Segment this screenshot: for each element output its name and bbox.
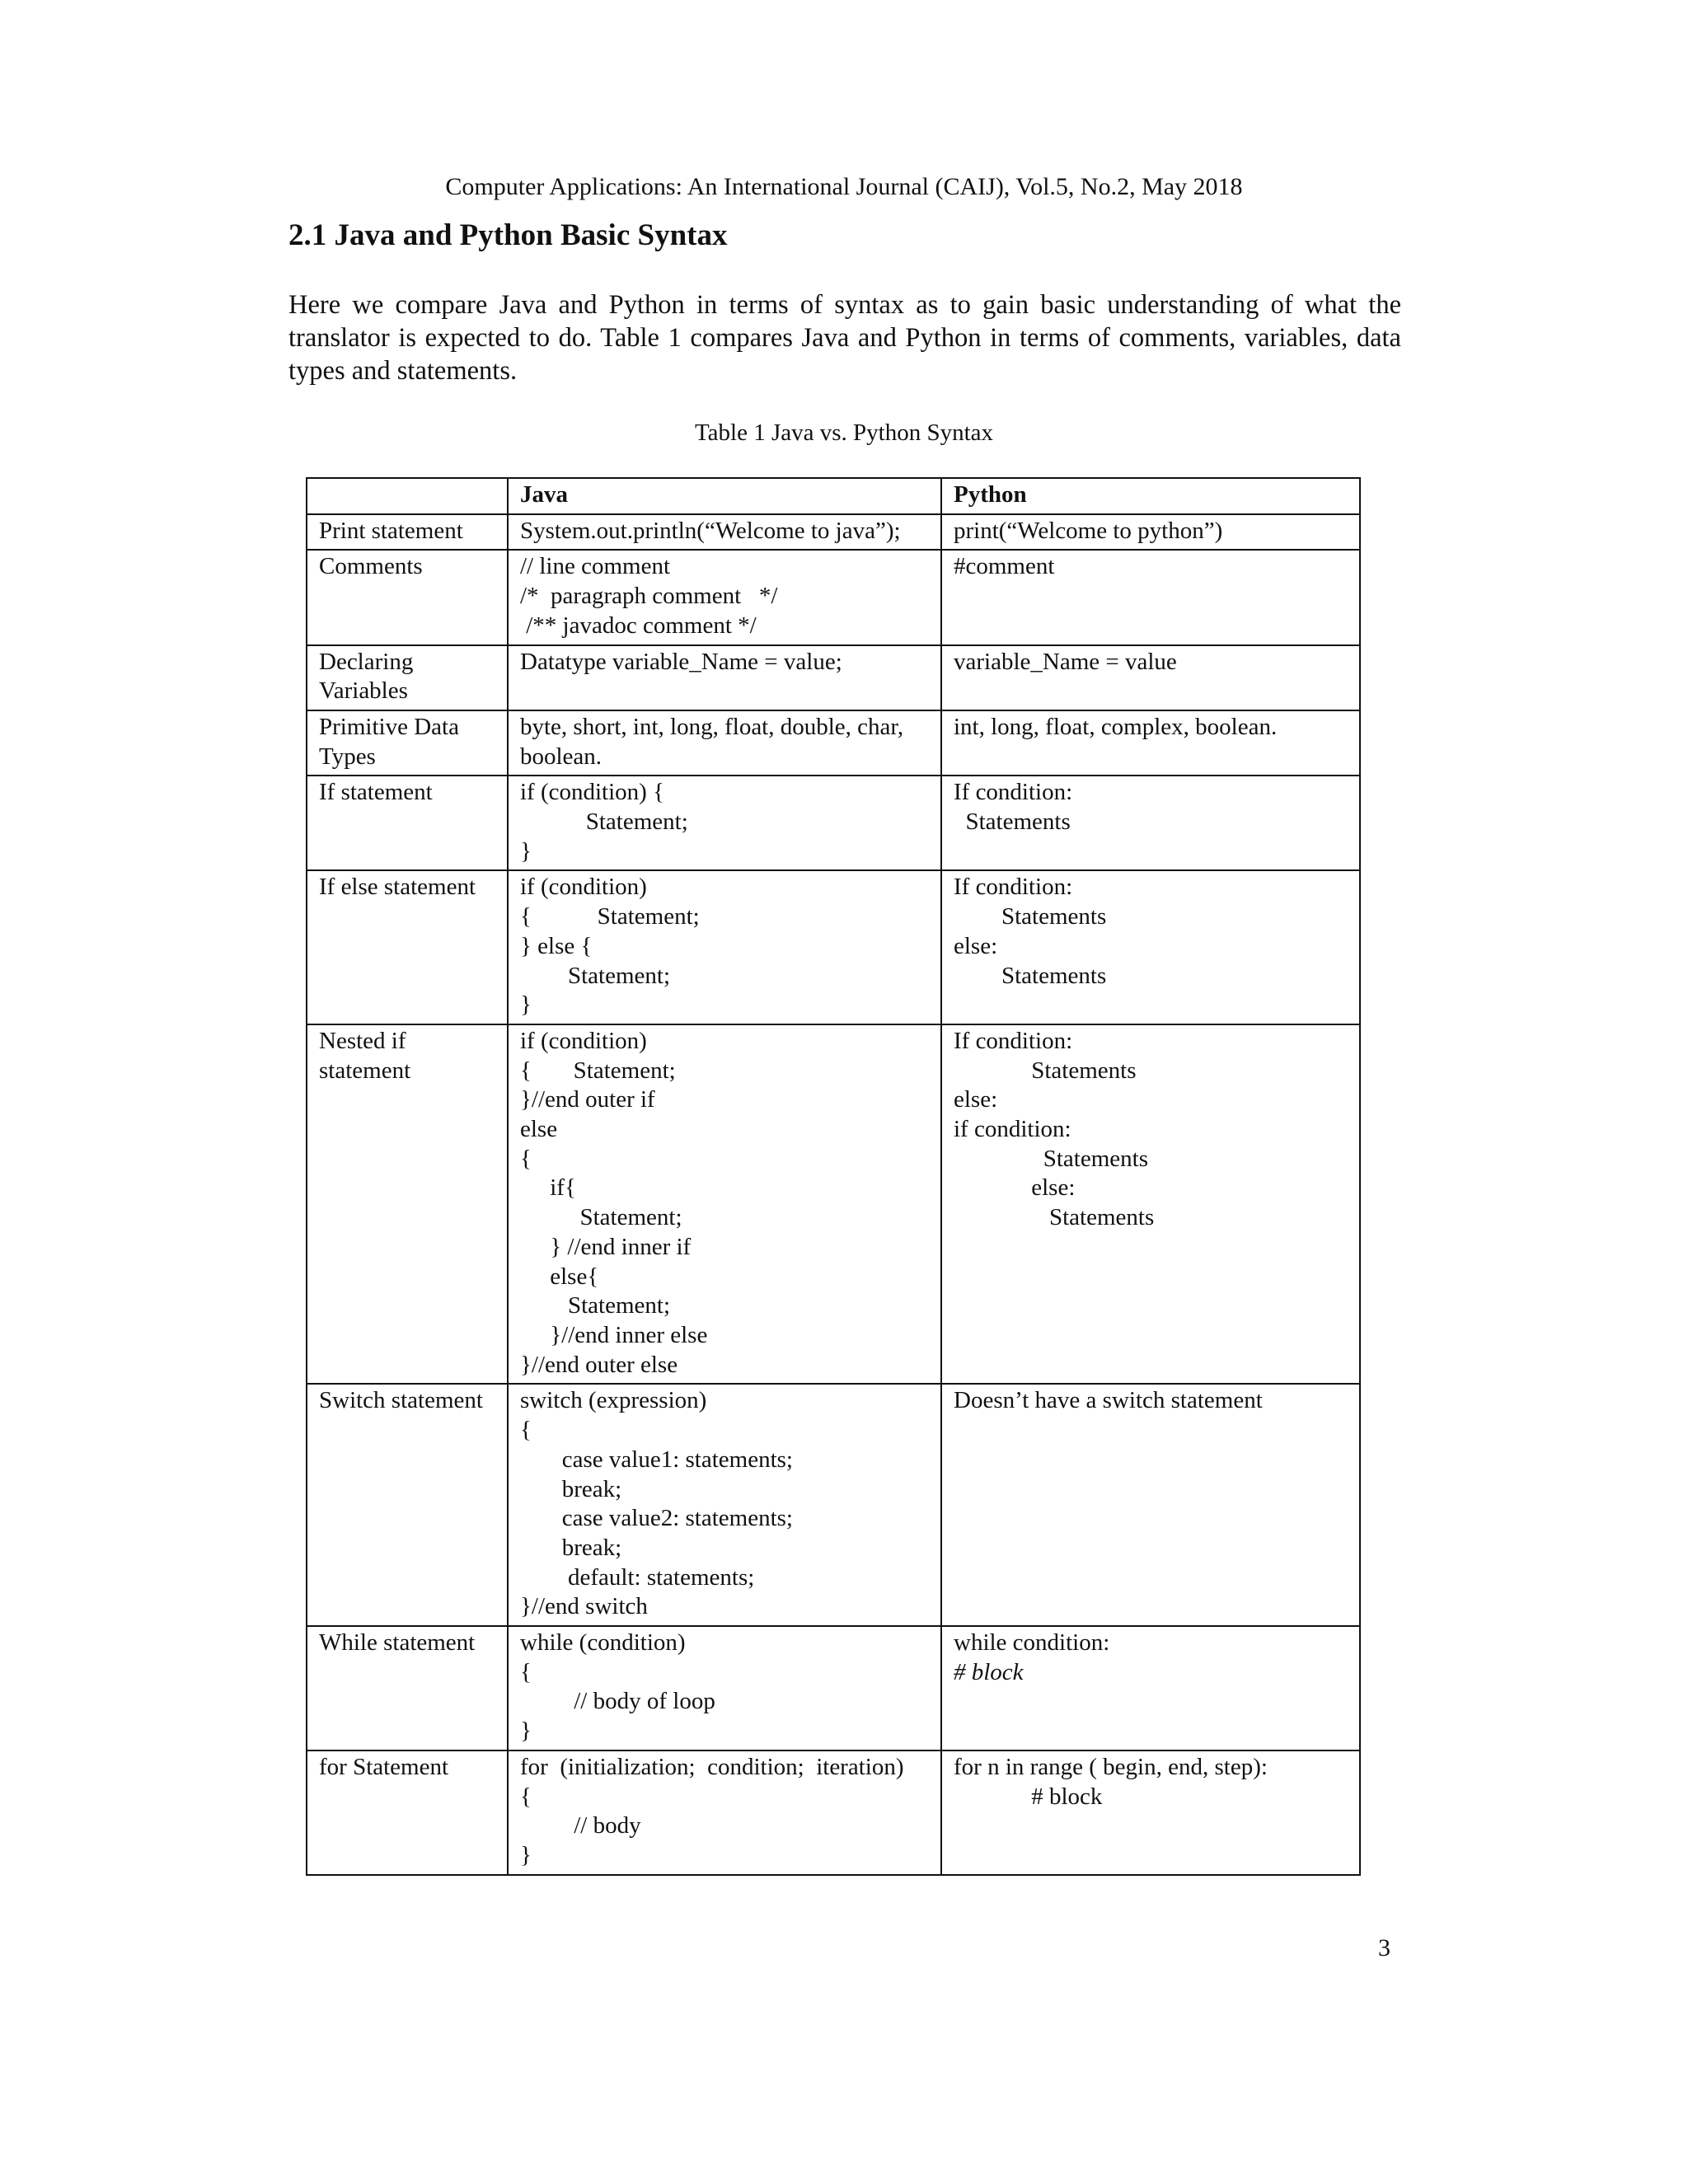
java-cell (508, 1384, 941, 1626)
java-code-line: // body of loop (520, 1688, 715, 1715)
java-code-line: } (520, 837, 532, 865)
table-row (307, 1384, 1360, 1626)
java-code-line: case value1: statements; (520, 1446, 793, 1473)
java-code-line: /* paragraph comment */ (520, 583, 778, 610)
row-label: Print statement (307, 514, 508, 551)
java-code-line: switch (expression) (520, 1387, 707, 1414)
python-cell (941, 1750, 1360, 1875)
table-row (307, 1024, 1360, 1384)
java-code-line: case value2: statements; (520, 1505, 793, 1532)
java-code-line: Statement; (520, 1204, 682, 1231)
intro-paragraph: Here we compare Java and Python in terms of syntax as to gain basic understanding of what the translator is expected to do. Table 1 compares Java and Python in terms of comments, variables, data types and statements. (288, 290, 1401, 386)
row-label: Comments (307, 550, 508, 644)
table-row (307, 1626, 1360, 1750)
java-cell (508, 645, 941, 710)
java-cell (508, 710, 941, 776)
java-code-line: byte, short, int, long, float, double, char, boolean. (520, 713, 904, 770)
java-code-line: Statement; (520, 962, 671, 989)
page-number: 3 (1378, 1934, 1390, 1961)
table-row (307, 550, 1360, 644)
java-code-line: } (520, 1841, 532, 1868)
python-code-line: If condition: (954, 779, 1073, 806)
table-row (307, 1750, 1360, 1875)
java-code-line: } else { (520, 932, 593, 959)
python-cell (941, 1626, 1360, 1750)
java-code-line: break; (520, 1475, 622, 1502)
java-code-line: if (condition) (520, 874, 647, 901)
python-code-line: else: (954, 932, 998, 959)
java-code-line: default: statements; (520, 1563, 755, 1591)
row-label: If else statement (307, 870, 508, 1024)
header-cell-java: Java (508, 478, 941, 514)
java-code-line: } //end inner if (520, 1233, 692, 1260)
row-label: Switch statement (307, 1384, 508, 1626)
java-code-line: }//end outer else (520, 1351, 678, 1378)
java-code-line: }//end switch (520, 1593, 648, 1620)
java-code-line: System.out.println(“Welcome to java”); (520, 517, 901, 544)
java-code-line: { (520, 1783, 532, 1810)
java-code-line: Statement; (520, 808, 688, 836)
python-code-line: Statements (954, 903, 1107, 930)
python-cell (941, 1384, 1360, 1626)
python-code-line: while condition: (954, 1629, 1110, 1657)
header-cell-python: Python (941, 478, 1360, 514)
java-code-line: /** javadoc comment */ (520, 612, 757, 639)
java-cell (508, 870, 941, 1024)
python-code-line: print(“Welcome to python”) (954, 517, 1223, 544)
java-code-line: if{ (520, 1174, 576, 1202)
python-code-line: int, long, float, complex, boolean. (954, 713, 1278, 740)
python-code-line: Statements (954, 1204, 1155, 1231)
python-code-line: # block (954, 1658, 1024, 1685)
python-code-line: If condition: (954, 874, 1073, 901)
python-code-line: variable_Name = value (954, 648, 1177, 675)
java-code-line: // line comment (520, 553, 671, 580)
section-heading: 2.1 Java and Python Basic Syntax (288, 218, 728, 252)
python-code-line: Statements (954, 1057, 1137, 1084)
java-code-line: }//end inner else (520, 1321, 708, 1348)
row-label: Primitive Data Types (307, 710, 508, 776)
python-cell (941, 514, 1360, 551)
java-code-line: while (condition) (520, 1629, 686, 1657)
java-cell (508, 514, 941, 551)
table-body (307, 514, 1360, 1875)
python-cell (941, 645, 1360, 710)
syntax-comparison-table (306, 477, 1361, 1876)
java-code-line: } (520, 991, 532, 1019)
python-code-line: If condition: (954, 1027, 1073, 1054)
row-label: for Statement (307, 1750, 508, 1875)
table-row (307, 710, 1360, 776)
python-code-line: else: (954, 1086, 998, 1113)
row-label: While statement (307, 1626, 508, 1750)
java-code-line: { Statement; (520, 903, 700, 930)
python-code-line: else: (954, 1174, 1076, 1202)
table-row (307, 514, 1360, 551)
table-row (307, 870, 1360, 1024)
java-code-line: { (520, 1145, 532, 1172)
python-code-line: if condition: (954, 1116, 1071, 1143)
python-code-line: # block (954, 1783, 1103, 1810)
java-code-line: if (condition) (520, 1027, 647, 1054)
java-code-line: { Statement; (520, 1057, 676, 1084)
table-caption: Table 1 Java vs. Python Syntax (694, 419, 994, 446)
java-cell (508, 1626, 941, 1750)
python-cell (941, 870, 1360, 1024)
java-cell (508, 776, 941, 870)
java-code-line: } (520, 1718, 532, 1745)
java-code-line: else (520, 1116, 558, 1143)
python-code-line: Statements (954, 962, 1107, 989)
python-cell (941, 1024, 1360, 1384)
python-code-line: Statements (954, 1145, 1149, 1172)
running-header: Computer Applications: An International Journal (CAIJ), Vol.5, No.2, May 2018 (445, 173, 1243, 200)
java-cell (508, 550, 941, 644)
python-cell (941, 776, 1360, 870)
java-cell (508, 1750, 941, 1875)
java-code-line: else{ (520, 1263, 599, 1290)
python-code-line: Statements (954, 808, 1071, 836)
java-code-line: }//end outer if (520, 1086, 655, 1113)
python-cell (941, 550, 1360, 644)
java-code-line: Datatype variable_Name = value; (520, 648, 842, 675)
java-code-line: { (520, 1417, 532, 1444)
python-code-line: Doesn’t have a switch statement (954, 1387, 1263, 1414)
java-code-line: for (initialization; condition; iteration) (520, 1753, 904, 1780)
java-code-line: { (520, 1658, 532, 1685)
python-code-line: for n in range ( begin, end, step): (954, 1753, 1268, 1780)
java-code-line: Statement; (520, 1292, 671, 1319)
python-cell (941, 710, 1360, 776)
java-cell (508, 1024, 941, 1384)
java-code-line: // body (520, 1812, 641, 1840)
header-cell-empty (307, 478, 508, 514)
table-header-row (307, 478, 1360, 514)
row-label: Nested if statement (307, 1024, 508, 1384)
row-label: If statement (307, 776, 508, 870)
python-code-line: #comment (954, 553, 1055, 580)
table-row (307, 645, 1360, 710)
java-code-line: break; (520, 1534, 622, 1561)
java-code-line: if (condition) { (520, 779, 664, 806)
table-row (307, 776, 1360, 870)
row-label: Declaring Variables (307, 645, 508, 710)
